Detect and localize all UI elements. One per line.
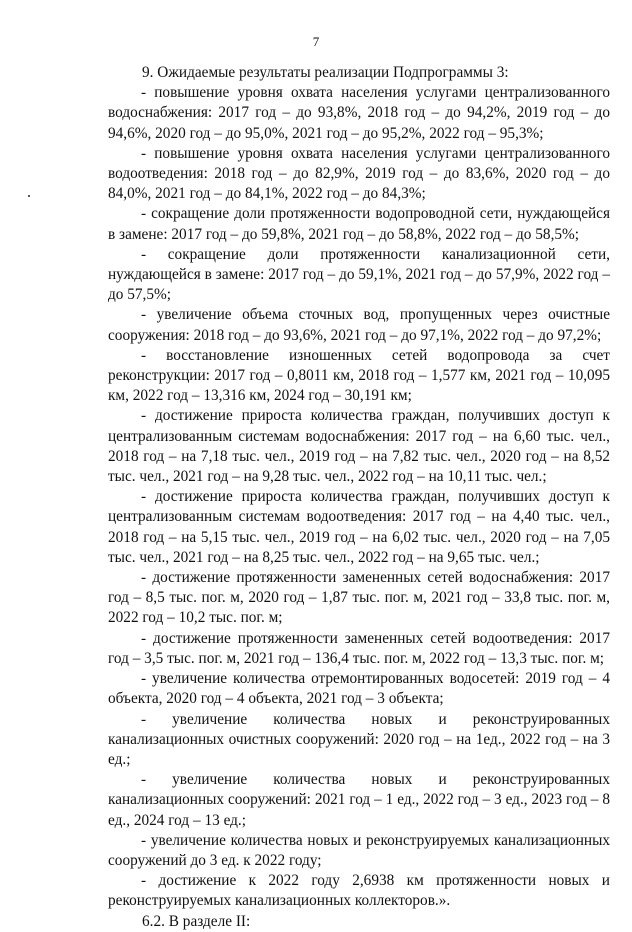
result-item-sewer-collectors: - достижение к 2022 году 2,6938 км протяженности новых и реконструируемых канализационных коллекторов.». bbox=[108, 872, 610, 910]
result-item-sewer-facilities-2022: - увеличение количества новых и реконструируемых канализационных сооружений до 3 ед. к 2022 году; bbox=[108, 831, 610, 869]
result-item-water-network-restoration: - восстановление изношенных сетей водопровода за счет реконструкции: 2017 год – 0,8011 км, 2018 год – 1,577 км, 2021 год – 10,095 км, 2022 год – 13,316 км, 2024 год – 30,191 км; bbox=[108, 346, 610, 405]
subsection-heading: 6.2. В разделе II: bbox=[142, 912, 251, 930]
result-item-wastewater-coverage: - повышение уровня охвата населения услугами централизованного водоотведения: 2018 год – до 82,9%, 2019 год – до 83,6%, 2020 год – до 84,0%, 2021 год – до 84,1%, 2022 год – до 84,3%; bbox=[108, 144, 610, 203]
result-item-water-supply-coverage: - повышение уровня охвата населения услугами централизованного водоснабжения: 2017 год – до 93,8%, 2018 год – до 94,2%, 2019 год – до 94,6%, 2020 год – до 95,0%, 2021 год – до 95,2%, 2022 год – 95,3%; bbox=[108, 84, 610, 142]
result-item-repaired-water-networks: - увеличение количества отремонтированных водосетей: 2019 год – 4 объекта, 2020 год – 4 объекта, 2021 год – 3 объекта; bbox=[108, 670, 610, 708]
result-item-water-supply-access-growth: - достижение прироста количества граждан, получивших доступ к централизованным системам водоснабжения: 2017 год – на 6,60 тыс. чел., 2018 год – на 7,18 тыс. чел., 2019 год – на 7,82 тыс. чел., 2020 год – на 8,52 тыс. чел., 2021 год – на 9,28 тыс. чел., 2022 год – на 10,11 тыс. чел.; bbox=[108, 407, 610, 486]
result-item-treatment-facilities: - увеличение количества новых и реконструированных канализационных очистных сооружений: 2020 год – на 1ед., 2022 год – на 3 ед.; bbox=[108, 710, 610, 768]
result-item-wastewater-access-growth: - достижение прироста количества граждан, получивших доступ к централизованным системам водоотведения: 2017 год – на 4,40 тыс. чел., 2018 год – на 5,15 тыс. чел., 2019 год – на 6,02 тыс. чел., 2020 год – на 7,05 тыс. чел., 2021 год – на 8,25 тыс. чел., 2022 год – на 9,65 тыс. чел.; bbox=[108, 488, 610, 566]
document-body bbox=[108, 63, 610, 932]
result-item-replaced-water-networks: - достижение протяженности замененных сетей водоснабжения: 2017 год – 8,5 тыс. пог. м, 2020 год – 1,87 тыс. пог. м, 2021 год – 33,8 тыс. пог. м, 2022 год – 10,2 тыс. пог. м; bbox=[108, 569, 610, 627]
result-item-replaced-sewer-networks: - достижение протяженности замененных сетей водоотведения: 2017 год – 3,5 тыс. пог. м, 2021 год – 136,4 тыс. пог. м, 2022 год – 13,3 тыс. пог. м; bbox=[108, 629, 610, 667]
result-item-sewer-network-replacement-share: - сокращение доли протяженности канализационной сети, нуждающейся в замене: 2017 год – до 59,1%, 2021 год – до 57,9%, 2022 год – до 57,5%; bbox=[108, 245, 610, 304]
result-item-water-network-replacement-share: - сокращение доли протяженности водопроводной сети, нуждающейся в замене: 2017 год – до 59,8%, 2021 год – до 58,8%, 2022 год – до 58,5%; bbox=[108, 205, 610, 243]
section-heading: 9. Ожидаемые результаты реализации Подпрограммы 3: bbox=[142, 64, 509, 81]
result-item-wastewater-treatment-volume: - увеличение объема сточных вод, пропущенных через очистные сооружения: 2018 год – до 93,6%, 2021 год – до 97,1%, 2022 год – до 97,2%; bbox=[108, 306, 610, 344]
result-item-sewer-facilities: - увеличение количества новых и реконструированных канализационных сооружений: 2021 год – 1 ед., 2022 год – 3 ед., 2023 год – 8 ед., 2024 год – 13 ед.; bbox=[108, 771, 610, 829]
page-number: 7 bbox=[312, 34, 320, 49]
scan-speck bbox=[28, 195, 30, 197]
